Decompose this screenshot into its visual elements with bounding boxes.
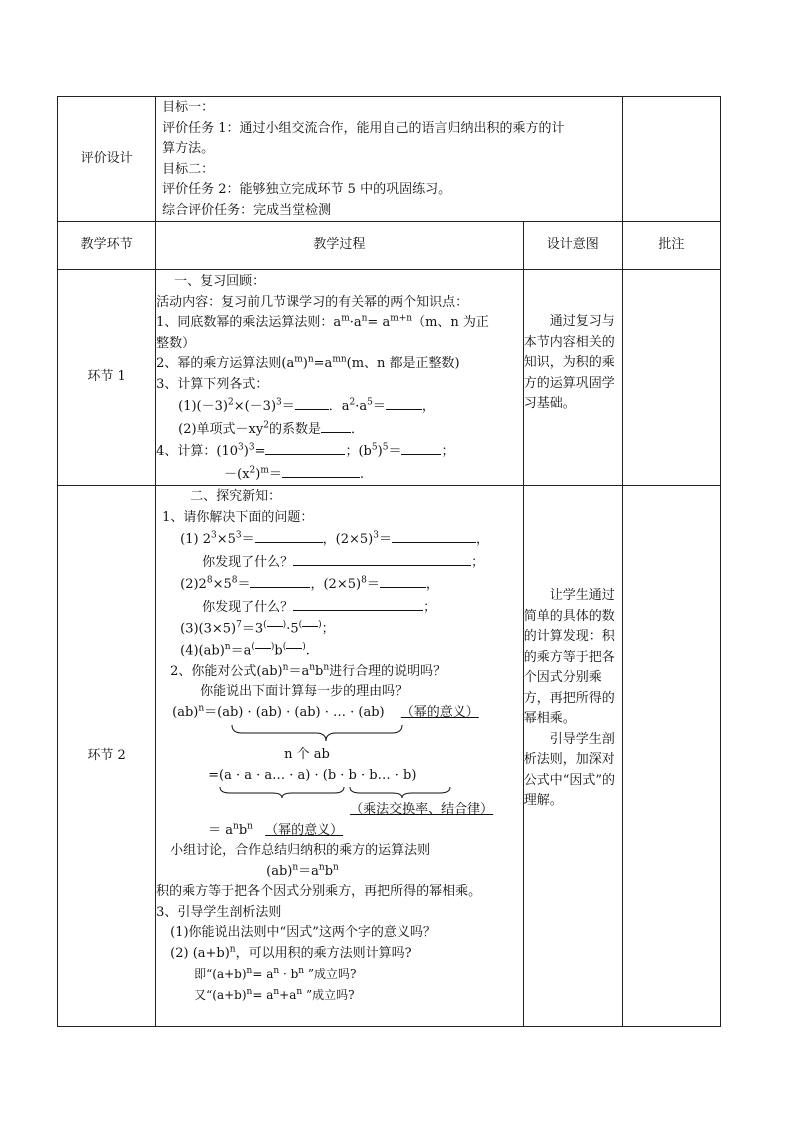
section-1-process [156, 270, 524, 486]
derivation-step-2: =(a · a · a… · a) · (b · b · b… · b) [208, 767, 417, 783]
answer-blank[interactable] [392, 528, 476, 543]
section-2-row [58, 486, 721, 1027]
question-explain: 2、你能对公式$(ab)^n=a^nb^n$进行合理的说明吗？ [170, 662, 447, 679]
header-row [58, 222, 721, 270]
brace-n-ab [156, 723, 516, 745]
analyze-q4: 又“$(a+b)^n= a^n+a^n$ ”成立吗? [194, 986, 355, 1002]
group-discussion: 小组讨论，合作总结归纳积的乘方的运算法则 [170, 843, 431, 859]
section-1-intent: 通过复习与本节内容相关的知识，为积的乘方的运算巩固学习基础。 [523, 270, 622, 486]
eval-line: 目标二： [162, 161, 215, 177]
section-2-label: 环节 2 [58, 486, 156, 1027]
analyze-rule: 3、引导学生剖析法则 [156, 904, 282, 920]
law-text: 积的乘方等于把各个因式分别乘方，再把所得的幂相乘。 [156, 884, 482, 900]
evaluation-notes [622, 97, 720, 222]
evaluation-content [156, 97, 623, 222]
eval-line: 算方法。 [162, 141, 215, 156]
analyze-q1: (1)你能说出法则中“因式”这两个字的意义吗？ [170, 925, 436, 941]
answer-blank[interactable] [293, 551, 471, 566]
answer-blank[interactable] [321, 418, 351, 433]
section-1-title: 一、复习回顾： [174, 274, 266, 289]
section-1-label: 环节 1 [58, 270, 156, 486]
problem-1: (1) $2^3\times 5^3=$ ，$(2\times 5)^3=$ ， [156, 528, 523, 551]
answer-blank[interactable] [286, 640, 302, 649]
answer-blank[interactable] [401, 440, 441, 455]
analyze-q2: (2) $(a+b)^n$，可以用积的乘方法则计算吗? [170, 944, 412, 961]
lesson-plan-table [57, 96, 721, 1027]
eval-line: 目标一： [162, 100, 215, 115]
discovery-2: 你发现了什么？ ； [156, 596, 523, 619]
problem-2: $(2)2^8\times 5^8=$ ，$(2\times 5)^8=$ ， [156, 573, 523, 596]
evaluation-row [58, 97, 721, 222]
question-4: 4、计算：$(10^3)^3=$ ；$(b^5)^5=$ ； [156, 440, 523, 463]
eval-line: 综合评价任务：完成当堂检测 [162, 202, 332, 218]
section-2-process [156, 486, 524, 1027]
answer-blank[interactable] [386, 395, 422, 410]
answer-blank[interactable] [293, 596, 423, 611]
n-ab-label: n 个 ab [284, 747, 330, 763]
analyze-q3: 即“$(a+b)^n= a^n \cdot b^n$ ”成立吗? [194, 966, 357, 982]
answer-blank[interactable] [295, 395, 329, 410]
answer-blank[interactable] [267, 618, 283, 627]
section-1-notes [622, 270, 720, 486]
rule-3: 3、计算下列各式： [156, 376, 269, 392]
eval-line: 评价任务 1：通过小组交流合作，能用自己的语言归纳出积的乘方的计 [162, 120, 565, 136]
question-2: (2)单项式$-xy^2$的系数是 ． [156, 418, 523, 441]
section-2-intent [523, 486, 622, 1027]
discovery-1: 你发现了什么？ ； [156, 551, 523, 574]
header-notes: 批注 [622, 222, 720, 270]
answer-blank[interactable] [265, 440, 345, 455]
problem-4: (4)(ab)$^n$＝a( )b( ). [180, 641, 310, 659]
derivation-reason-2: （乘法交换率、结合律） [350, 802, 494, 818]
answer-blank[interactable] [282, 463, 360, 478]
intent-paragraph-1: 让学生通过简单的具体的数的计算发现：积的乘方等于把各个因式分别乘方，再把所得的幂相乘。 [523, 588, 615, 726]
section-1-row [58, 270, 721, 486]
law-formula: $(ab)^n=a^nb^n$ [266, 862, 339, 879]
answer-blank[interactable] [302, 618, 318, 627]
header-stage: 教学环节 [58, 222, 156, 270]
section-2-notes [622, 486, 720, 1027]
answer-blank[interactable] [250, 573, 310, 588]
problem-intro: 1、请你解决下面的问题： [162, 509, 314, 525]
header-process: 教学过程 [156, 222, 524, 270]
answer-blank[interactable] [255, 528, 323, 543]
derivation-step-1: (ab)$^n$＝(ab) · (ab) · (ab) · … · (ab) （幂的意义） [172, 703, 479, 720]
eval-line: 评价任务 2：能够独立完成环节 5 中的巩固练习。 [162, 182, 452, 197]
question-1: $(1)(-3)^2\times(-3)^3=$ ．$a^2\cdot a^5=$ ， [156, 395, 523, 418]
rule-1-cont: 整数） [156, 335, 196, 351]
intent-paragraph-2: 引导学生剖析法则，加深对公式中“因式”的理解。 [523, 731, 615, 808]
rule-1: 1、同底数幂的乘法运算法则：$a^m\cdot a^n= a^{m+n}(m$、n 为正 [156, 313, 489, 330]
brace-groups [156, 786, 516, 800]
question-4b: $-(x^2)^m=$ . [156, 463, 523, 486]
answer-blank[interactable] [380, 573, 426, 588]
question-reason: 你能说出下面计算每一步的理由吗？ [200, 684, 409, 700]
activity-text: 活动内容：复习前几节课学习的有关幂的两个知识点： [156, 294, 469, 310]
problem-3: $(3)(3\times 5)^7=3^{( )}\cdot 5^{( )}$； [180, 620, 335, 637]
evaluation-label: 评价设计 [58, 97, 156, 222]
section-2-title: 二、探究新知： [190, 489, 282, 504]
derivation-step-3: ＝ $a^nb^n$ （幂的意义） [208, 821, 344, 838]
answer-blank[interactable] [255, 640, 271, 649]
rule-2: 2、幂的乘方运算法则$(a^m)^n=a^{mn}(m$、n 都是正整数) [156, 354, 460, 371]
header-intent: 设计意图 [523, 222, 622, 270]
